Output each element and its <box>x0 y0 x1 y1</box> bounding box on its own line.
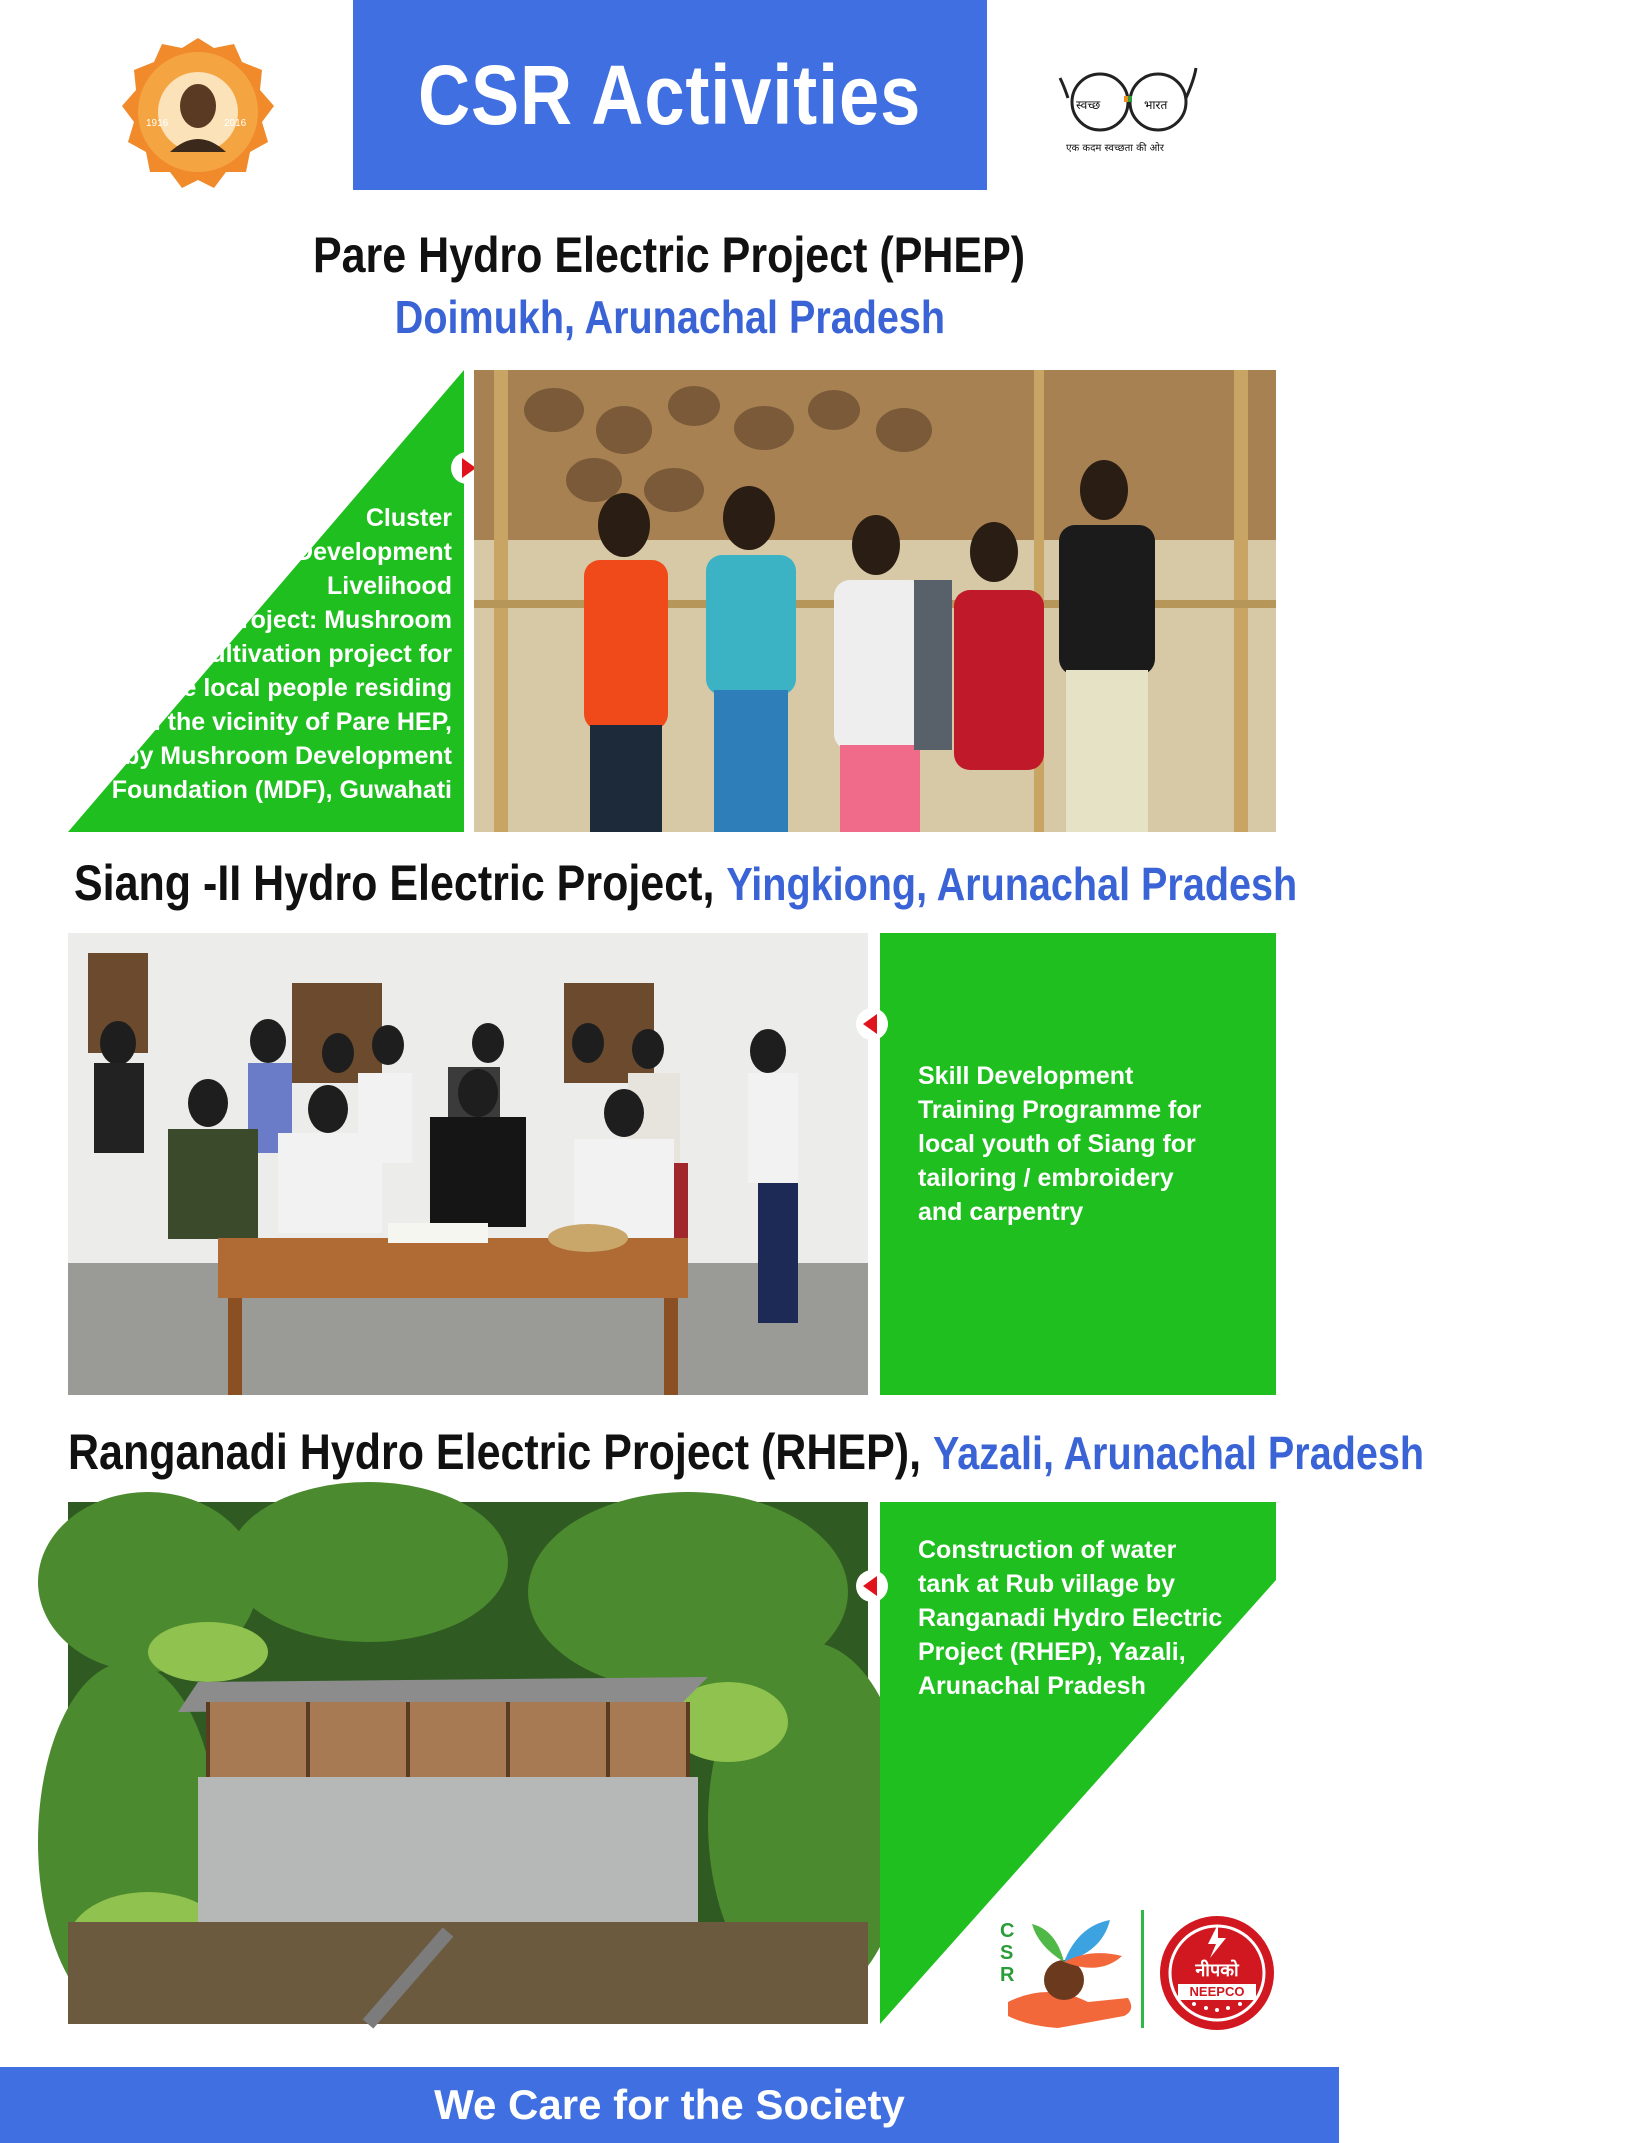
logo-divider <box>1141 1910 1144 2028</box>
neepco-logo <box>1158 1914 1276 2032</box>
section-3-title: Ranganadi Hydro Electric Project (RHEP), <box>68 1424 922 1480</box>
section-1-photo <box>474 370 1276 832</box>
header-banner <box>353 0 987 190</box>
swachh-word: स्वच्छ <box>1076 98 1101 112</box>
section-1-description: Cluster Development Livelihood Project: Mushroom cultivation project for the local people residing in the vicinity of Pare HEP, by Mushroom Development Foundation (MDF), Guwahati <box>111 504 452 804</box>
footer-banner <box>0 2067 1339 2143</box>
section-3-location: Yazali, Arunachal Pradesh <box>932 1427 1425 1479</box>
section-2-description: Skill Development Training Programme for local youth of Siang for tailoring / embroidery and carpentry <box>918 1062 1202 1226</box>
year-end: 2016 <box>224 118 247 129</box>
page-title: CSR Activities <box>418 47 922 142</box>
csr-logo <box>998 1906 1142 2032</box>
section-2-photo <box>68 933 868 1395</box>
section-3-photo <box>68 1502 868 2024</box>
neepco-hindi: नीपको <box>1195 1960 1239 1981</box>
section-1-title: Pare Hydro Electric Project (PHEP) <box>313 227 1026 283</box>
red-pointer-marker <box>854 1568 890 1609</box>
section-3-description: Construction of water tank at Rub village by Ranganadi Hydro Electric Project (RHEP), Yazali, Arunachal Pradesh <box>918 1536 1223 1700</box>
neepco-wordmark: NEEPCO <box>1178 1984 1256 2000</box>
red-pointer-marker <box>854 1006 890 1047</box>
footer-slogan: We Care for the Society <box>434 2081 905 2128</box>
centenary-logo <box>118 34 278 194</box>
csr-letters: CSR <box>1000 1920 1015 1986</box>
swachh-tagline: एक कदम स्वच्छता की ओर <box>1066 143 1164 154</box>
year-start: 1916 <box>146 118 169 129</box>
bharat-word: भारत <box>1144 98 1168 112</box>
section-2-heading <box>74 854 1298 912</box>
swachh-bharat-logo <box>1058 58 1198 158</box>
section-2-location: Yingkiong, Arunachal Pradesh <box>726 858 1298 910</box>
section-2-title: Siang -II Hydro Electric Project, <box>74 855 715 911</box>
section-3-heading <box>68 1423 1425 1481</box>
section-1-location: Doimukh, Arunachal Pradesh <box>394 291 945 343</box>
